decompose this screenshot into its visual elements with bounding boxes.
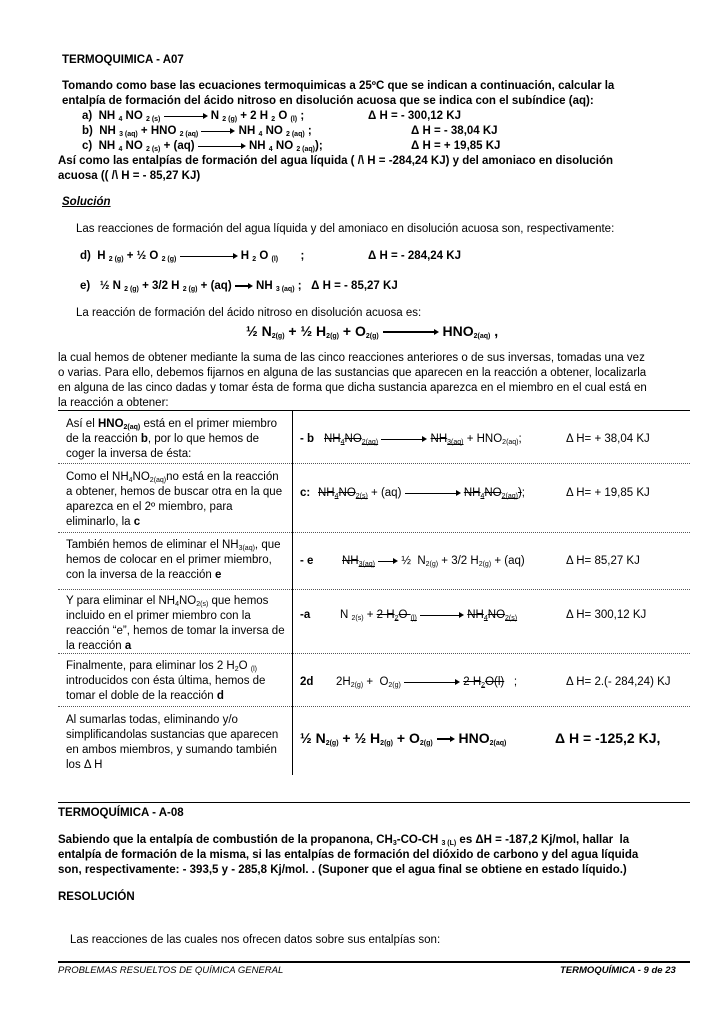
problem-title-a07: TERMOQUIMICA - A07 [62,54,184,66]
solution-intro: Las reacciones de formación del agua líquida y del amoniaco en disolución acuosa son, respectivamente: [76,223,615,235]
table-row-3-explanation: También hemos de eliminar el $NH_{3(aq)}$, que hemos de colocar en el primer miembro, con la inversa de la reacción e [66,539,281,581]
table-row-1-operation: - b [300,433,315,445]
table-row-2-enthalpy: Δ H= + 19,85 KJ [566,487,650,499]
row-divider [58,706,690,707]
equation-b-enthalpy: Δ H = - 38,04 KJ [411,125,498,137]
a08-question-line-1: Sabiendo que la entalpía de combustión de la propanona, $CH_3-CO-CH$ $_{3 (L)}$ es ΔH = -187,2 Kj/mol, hallar la [58,834,630,847]
table-column-divider [292,410,293,775]
table-row-2-reaction: $NH_4NO_{2(s)} + (aq)$ $NH_4NO_{2(aq)}$); [318,487,525,500]
solution-heading: Solución [62,196,111,208]
equation-a-enthalpy: Δ H = - 300,12 KJ [368,110,461,122]
equation-c: c) NH $_4$ NO $_{2 (s)}$ + (aq) NH $_4$ NO $_{2 (aq)}$); [82,140,323,153]
target-reaction: ½ $N_{2(g)}$ + ½ $H_{2(g)} + O_{2(g)}$ $HNO_{2(aq)}$ , [246,323,499,340]
table-row-1-reaction: $NH_4NO_{2(aq)}$ $NH_{3(aq)} + HNO_{2(aq)}$; [324,433,522,446]
footer-left: PROBLEMAS RESUELTOS DE QUÍMICA GENERAL [58,965,284,976]
equation-c-enthalpy: Δ H = + 19,85 KJ [411,140,501,152]
table-row-5-operation: 2d [300,676,314,688]
row-divider [58,463,690,464]
section-separator [58,802,690,803]
given-line-1: Así como las entalpías de formación del agua líquida ( /\ H = -284,24 KJ) y del amoniaco en disolución [58,155,614,167]
row-divider [58,589,690,590]
table-row-4-operation: -a [300,609,311,621]
table-row-2-explanation: Como el $NH_4NO_{2(aq)}no$ está en la reacción a obtener, hemos de buscar otra en la que aparezca en el 2º miembro, para eliminarlo, la c [66,471,283,528]
intro-line-2: entalpía de formación del ácido nitroso en disolución acuosa que se indica con el subíndice (aq): [62,95,594,107]
table-row-4-reaction: N $_{2(s)}$ + 2 $H_2O$ $_{(l)}$ $NH_4NO_{2(s)}$ [340,609,518,622]
table-top-border [58,410,690,411]
table-row-1-explanation: Así el $HNO_{2(aq)}$ está en el primer miembro de la reacción b, por lo que hemos de coger la inversa de ésta: [66,418,278,460]
table-row-4-enthalpy: Δ H= 300,12 KJ [566,609,647,621]
resolution-heading: RESOLUCIÓN [58,891,135,903]
problem-title-a08: TERMOQUÍMICA - A-08 [58,807,184,819]
method-line-1: la cual hemos de obtener mediante la suma de las cinco reacciones anteriores o de sus inversas, tomadas una vez [58,352,645,364]
table-row-4-explanation: Y para eliminar el $NH_4NO_{2(s)}$ que hemos incluido en el primer miembro con la reacción “e”, hemos de tomar la inversa de la reacción a [66,595,285,652]
a08-question-line-3: son, respectivamente: - 393,5 y - 285,8 Kj/mol. . (Suponer que el agua final se obtiene en estado líquido.) [58,864,627,876]
table-row-5-explanation: Finalmente, para eliminar los 2 $H_2O$ $_{(l)}$ introducidos con ésta última, hemos de tomar el doble de la reacción d [66,660,266,702]
table-row-6-result-reaction: ½ $N_{2(g)}$ + ½ $H_{2(g)} + O_{2(g)}$ $HNO_{2(aq)}$ [300,730,507,747]
method-line-3: en alguna de las cinco dadas y tomar ésta de forma que dicha sustancia aparezca en el miembro en el cual está en [58,382,647,394]
table-row-6-explanation: Al sumarlas todas, eliminando y/o simplificandolas sustancias que aparecen en ambos miembros, y sumando también los Δ H [66,714,279,771]
table-row-1-enthalpy: Δ H= + 38,04 KJ [566,433,650,445]
table-row-5-reaction: $2H_{2(g)} + O_{2(g)}$ 2 $H_2O(l)$ ; [336,676,518,689]
method-line-2: o varias. Para ello, debemos fijarnos en alguna de las sustancias que aparecen en la reacción a obtener, localizarla [58,367,647,379]
equation-a: a) NH $_4$ NO $_{2 (s)}$ N $_{2 (g)}$ + 2 H $_2$ O $_{(l)}$ ; [82,110,305,123]
footer-page-number: TERMOQUÍMICA - 9 de 23 [560,965,676,976]
table-row-6-result-enthalpy: Δ H = -125,2 KJ, [555,730,661,746]
resolution-intro: Las reacciones de las cuales nos ofrecen datos sobre sus entalpías son: [70,934,441,946]
row-divider [58,532,690,533]
given-line-2: acuosa (( /\ H = - 85,27 KJ) [58,170,201,182]
equation-b: b) NH $_{3 (aq)}$ + HNO $_{2 (aq)}$ NH $_4$ NO $_{2 (aq)}$ ; [82,125,312,138]
target-intro: La reacción de formación del ácido nitroso en disolución acuosa es: [76,307,422,319]
footer-rule [58,961,690,963]
table-row-3-operation: - e [300,555,314,567]
table-row-2-operation: c: [300,487,311,499]
intro-line-1: Tomando como base las ecuaciones termoquimicas a 25ºC que se indican a continuación, calcular la [62,80,615,92]
equation-e: e) ½ N $_{2 (g)}$ + 3/2 H $_{2 (g)}$ + (aq) NH $_{3 (aq)}$ ; Δ H = - 85,27 KJ [80,280,398,293]
a08-question-line-2: entalpía de formación de la misma, si las entalpías de formación del dióxido de carbono y del agua líquida [58,849,639,861]
table-row-5-enthalpy: Δ H= 2.(- 284,24) KJ [566,676,671,688]
table-row-3-reaction: $NH_{3(aq)}$ ½ $N_{2(g)} + 3/2$ $H_{2(g)} + (aq)$ [342,555,525,568]
equation-d-enthalpy: Δ H = - 284,24 KJ [368,250,461,262]
equation-d: d) H $_{2 (g)}$ + ½ O $_{2 (g)}$ H $_2$ O $_{(l)}$ ; [80,250,305,263]
table-row-3-enthalpy: Δ H= 85,27 KJ [566,555,640,567]
method-line-4: la reacción a obtener: [58,397,169,409]
